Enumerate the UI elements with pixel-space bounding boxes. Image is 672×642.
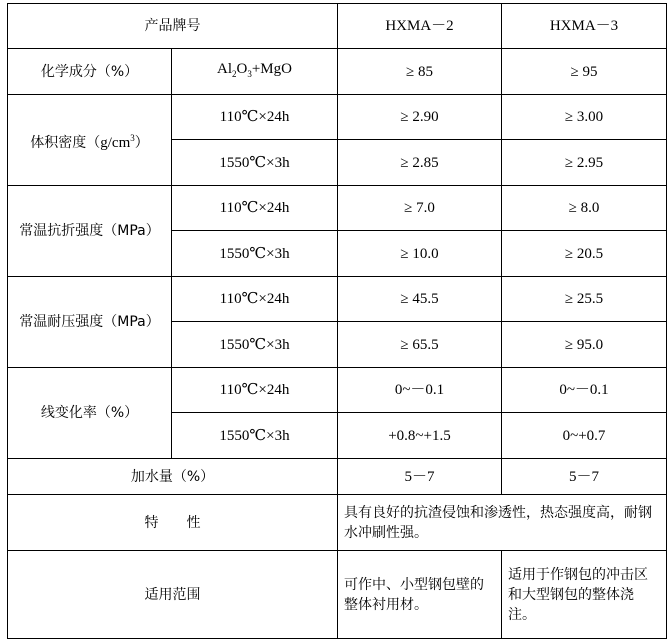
comp-v2-1: ≥ 25.5 <box>502 277 667 322</box>
comp-v1-2: ≥ 65.5 <box>338 322 502 368</box>
flex-cond-1: 110℃×24h <box>172 186 338 231</box>
header-hxma2: HXMA－2 <box>338 4 502 49</box>
flex-v2-2: ≥ 20.5 <box>502 231 667 277</box>
density-cond-2: 1550℃×3h <box>172 140 338 186</box>
feature-text: 具有良好的抗渣侵蚀和渗透性，热态强度高，耐钢水冲刷性强。 <box>338 495 667 551</box>
chem-component: $Al_2O_3+MgO$ <box>172 49 338 95</box>
header-hxma3: HXMA－3 <box>502 4 667 49</box>
linear-v1-2: +0.8~+1.5 <box>338 413 502 459</box>
density-cond-1: 110℃×24h <box>172 95 338 140</box>
usage-label: 适用范围 <box>8 551 338 639</box>
linear-cond-1: 110℃×24h <box>172 368 338 413</box>
linear-v2-2: 0~+0.7 <box>502 413 667 459</box>
comp-v1-1: ≥ 45.5 <box>338 277 502 322</box>
flex-cond-2: 1550℃×3h <box>172 231 338 277</box>
product-spec-table <box>7 3 667 639</box>
comp-cond-2: 1550℃×3h <box>172 322 338 368</box>
linear-cond-2: 1550℃×3h <box>172 413 338 459</box>
chem-v1: ≥ 85 <box>338 49 502 95</box>
density-v1-1: ≥ 2.90 <box>338 95 502 140</box>
comp-v2-2: ≥ 95.0 <box>502 322 667 368</box>
chem-v2: ≥ 95 <box>502 49 667 95</box>
density-v1-2: ≥ 2.85 <box>338 140 502 186</box>
water-v1: 5－7 <box>338 459 502 495</box>
water-label: 加水量（%） <box>8 459 338 495</box>
density-v2-1: ≥ 3.00 <box>502 95 667 140</box>
density-v2-2: ≥ 2.95 <box>502 140 667 186</box>
comp-cond-1: 110℃×24h <box>172 277 338 322</box>
usage-v1: 可作中、小型钢包壁的整体衬用材。 <box>338 551 502 639</box>
header-product-grade: 产品牌号 <box>8 4 338 49</box>
linear-v1-1: 0~－0.1 <box>338 368 502 413</box>
water-v2: 5－7 <box>502 459 667 495</box>
flex-v1-1: ≥ 7.0 <box>338 186 502 231</box>
linear-v2-1: 0~－0.1 <box>502 368 667 413</box>
flex-label: 常温抗折强度（MPa） <box>8 186 172 277</box>
chem-label: 化学成分（%） <box>8 49 172 95</box>
comp-label: 常温耐压强度（MPa） <box>8 277 172 368</box>
linear-label: 线变化率（%） <box>8 368 172 459</box>
flex-v2-1: ≥ 8.0 <box>502 186 667 231</box>
density-label: 体积密度$(g/cm^3)$ <box>8 95 172 186</box>
flex-v1-2: ≥ 10.0 <box>338 231 502 277</box>
usage-v2: 适用于作钢包的冲击区和大型钢包的整体浇注。 <box>502 551 667 639</box>
feature-label: 特 性 <box>8 495 338 551</box>
